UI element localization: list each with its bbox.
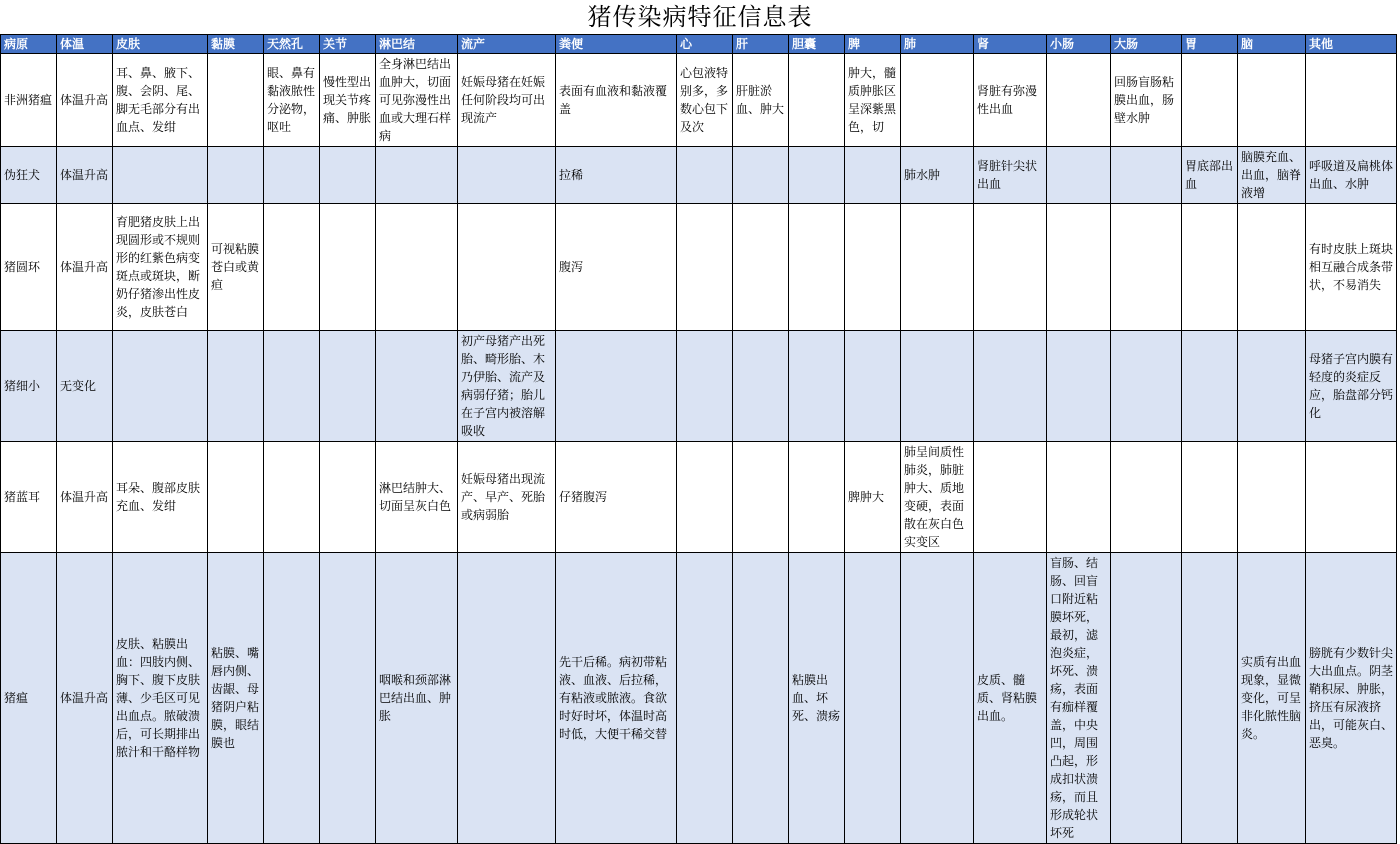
column-header: 关节	[320, 35, 376, 54]
table-cell	[1047, 442, 1111, 553]
table-cell	[113, 331, 208, 442]
column-header: 皮肤	[113, 35, 208, 54]
table-cell	[264, 442, 320, 553]
table-cell: 体温升高	[57, 54, 113, 147]
header-row	[1, 35, 1397, 54]
table-cell: 体温升高	[57, 553, 113, 844]
table-cell: 猪瘟	[1, 553, 57, 844]
table-cell: 实质有出血现象，显微变化，可呈非化脓性脑炎。	[1238, 553, 1306, 844]
table-cell	[1182, 553, 1238, 844]
table-cell: 脾肿大	[845, 442, 901, 553]
table-cell: 先干后稀。病初带粘液、血液、后拉稀，有粘液或脓液。食欲时好时坏，体温时高时低，大便干稀交替	[556, 553, 677, 844]
table-cell: 肾脏针尖状出血	[974, 147, 1047, 204]
table-cell: 可视粘膜苍白或黄疸	[208, 204, 264, 331]
table-cell: 肿大，髓质肿胀区呈深紫黑色，切	[845, 54, 901, 147]
table-cell	[901, 204, 974, 331]
table-cell	[1238, 54, 1306, 147]
table-cell: 肺呈间质性肺炎，肺脏肿大、质地变硬，表面散在灰白色实变区	[901, 442, 974, 553]
column-header: 脾	[845, 35, 901, 54]
table-cell	[677, 147, 733, 204]
column-header: 肺	[901, 35, 974, 54]
table-cell	[733, 442, 789, 553]
table-cell	[1306, 54, 1397, 147]
table-cell	[733, 204, 789, 331]
table-cell	[113, 147, 208, 204]
table-cell	[789, 54, 845, 147]
table-row	[1, 442, 1397, 553]
table-cell: 耳朵、腹部皮肤充血、发绀	[113, 442, 208, 553]
table-cell	[733, 553, 789, 844]
table-cell	[1182, 331, 1238, 442]
table-cell: 耳、鼻、腋下、腹、会阴、尾、脚无毛部分有出血点、发绀	[113, 54, 208, 147]
table-cell: 肝脏淤血、肿大	[733, 54, 789, 147]
table-cell: 非洲猪瘟	[1, 54, 57, 147]
table-cell	[1238, 204, 1306, 331]
table-cell	[208, 442, 264, 553]
table-cell: 有时皮肤上斑块相互融合成条带状，不易消失	[1306, 204, 1397, 331]
table-cell	[376, 204, 458, 331]
table-cell: 全身淋巴结出血肿大，切面可见弥漫性出血或大理石样病	[376, 54, 458, 147]
column-header: 小肠	[1047, 35, 1111, 54]
table-cell	[733, 147, 789, 204]
column-header: 脑	[1238, 35, 1306, 54]
table-cell: 肺水肿	[901, 147, 974, 204]
table-cell	[208, 54, 264, 147]
table-cell: 胃底部出血	[1182, 147, 1238, 204]
column-header: 胃	[1182, 35, 1238, 54]
table-cell: 粘膜、嘴唇内侧、齿龈、母猪阴户粘膜，眼结膜也	[208, 553, 264, 844]
table-cell	[208, 147, 264, 204]
table-cell	[677, 331, 733, 442]
table-cell	[845, 331, 901, 442]
table-cell	[320, 553, 376, 844]
table-cell	[458, 553, 556, 844]
table-cell	[677, 204, 733, 331]
table-cell	[845, 147, 901, 204]
table-cell: 回肠盲肠粘膜出血，肠壁水肿	[1111, 54, 1182, 147]
table-cell: 育肥猪皮肤上出现圆形或不规则形的红紫色病变斑点或斑块，断奶仔猪渗出性皮炎，皮肤苍白	[113, 204, 208, 331]
column-header: 天然孔	[264, 35, 320, 54]
column-header: 心	[677, 35, 733, 54]
table-cell	[733, 331, 789, 442]
table-cell: 拉稀	[556, 147, 677, 204]
table-cell	[376, 147, 458, 204]
table-cell	[264, 147, 320, 204]
column-header: 体温	[57, 35, 113, 54]
table-row	[1, 54, 1397, 147]
table-cell	[845, 204, 901, 331]
table-cell	[789, 331, 845, 442]
column-header: 肝	[733, 35, 789, 54]
table-cell	[320, 204, 376, 331]
table-cell: 母猪子宫内膜有轻度的炎症反应，胎盘部分钙化	[1306, 331, 1397, 442]
table-cell: 腹泻	[556, 204, 677, 331]
table-cell	[376, 331, 458, 442]
table-cell: 初产母猪产出死胎、畸形胎、木乃伊胎、流产及病弱仔猪；胎儿在子宫内被溶解吸收	[458, 331, 556, 442]
table-row	[1, 147, 1397, 204]
table-cell: 猪蓝耳	[1, 442, 57, 553]
table-row	[1, 204, 1397, 331]
table-cell: 伪狂犬	[1, 147, 57, 204]
table-cell	[1182, 442, 1238, 553]
table-cell	[1111, 331, 1182, 442]
table-cell	[1182, 204, 1238, 331]
table-cell	[208, 331, 264, 442]
table-cell	[320, 147, 376, 204]
table-cell	[789, 442, 845, 553]
disease-table	[0, 34, 1397, 844]
table-cell	[1238, 442, 1306, 553]
table-cell	[974, 442, 1047, 553]
column-header: 粪便	[556, 35, 677, 54]
table-cell: 无变化	[57, 331, 113, 442]
table-cell: 体温升高	[57, 147, 113, 204]
table-cell: 粘膜出血、坏死、溃疡	[789, 553, 845, 844]
column-header: 肾	[974, 35, 1047, 54]
table-cell	[789, 204, 845, 331]
table-cell: 皮质、髓质、肾粘膜出血。	[974, 553, 1047, 844]
table-cell: 呼吸道及扁桃体出血、水肿	[1306, 147, 1397, 204]
table-cell	[264, 204, 320, 331]
table-cell	[1111, 147, 1182, 204]
table-cell: 妊娠母猪在妊娠任何阶段均可出现流产	[458, 54, 556, 147]
table-cell	[1306, 442, 1397, 553]
table-cell: 表面有血液和黏液覆盖	[556, 54, 677, 147]
table-cell: 皮肤、粘膜出血：四肢内侧、胸下、腹下皮肤薄、少毛区可见出血点。脓破溃后，可长期排出脓汁和干酪样物	[113, 553, 208, 844]
table-cell: 猪细小	[1, 331, 57, 442]
table-cell: 仔猪腹泻	[556, 442, 677, 553]
table-row	[1, 553, 1397, 844]
table-cell	[901, 54, 974, 147]
column-header: 大肠	[1111, 35, 1182, 54]
column-header: 流产	[458, 35, 556, 54]
table-cell: 脑膜充血、出血，脑脊液增	[1238, 147, 1306, 204]
page-title: 猪传染病特征信息表	[587, 3, 813, 31]
table-cell	[901, 331, 974, 442]
table-cell	[1047, 204, 1111, 331]
table-cell	[1111, 553, 1182, 844]
table-cell	[1111, 204, 1182, 331]
table-cell: 淋巴结肿大、切面呈灰白色	[376, 442, 458, 553]
table-cell: 妊娠母猪出现流产、早产、死胎或病弱胎	[458, 442, 556, 553]
table-cell: 咽喉和颈部淋巴结出血、肿胀	[376, 553, 458, 844]
table-cell	[556, 331, 677, 442]
column-header: 病原	[1, 35, 57, 54]
table-cell	[677, 442, 733, 553]
table-cell	[458, 204, 556, 331]
table-cell: 眼、鼻有黏液脓性分泌物，呕吐	[264, 54, 320, 147]
table-cell	[1182, 54, 1238, 147]
table-cell	[974, 331, 1047, 442]
table-row	[1, 331, 1397, 442]
column-header: 胆囊	[789, 35, 845, 54]
table-cell: 肾脏有弥漫性出血	[974, 54, 1047, 147]
table-cell	[264, 331, 320, 442]
table-cell	[1047, 331, 1111, 442]
table-cell	[1111, 442, 1182, 553]
table-cell: 膀胱有少数针尖大出血点。阴茎鞘积尿、肿胀，挤压有尿液挤出，可能灰白、恶臭。	[1306, 553, 1397, 844]
table-cell	[320, 331, 376, 442]
column-header: 黏膜	[208, 35, 264, 54]
table-cell: 体温升高	[57, 442, 113, 553]
table-cell: 心包液特别多，多数心包下及次	[677, 54, 733, 147]
table-cell	[1047, 54, 1111, 147]
table-cell	[320, 442, 376, 553]
table-cell: 猪圆环	[1, 204, 57, 331]
table-cell	[845, 553, 901, 844]
column-header: 淋巴结	[376, 35, 458, 54]
table-cell	[789, 147, 845, 204]
table-cell	[264, 553, 320, 844]
table-cell: 盲肠、结肠、回盲口附近粘膜坏死，最初，滤泡炎症，坏死、溃疡，表面有痂样覆盖，中央凹，周围凸起，形成扣状溃疡，而且形成轮状坏死	[1047, 553, 1111, 844]
table-cell	[901, 553, 974, 844]
table-cell: 慢性型出现关节疼痛、肿胀	[320, 54, 376, 147]
table-cell: 体温升高	[57, 204, 113, 331]
table-cell	[1238, 331, 1306, 442]
table-cell	[458, 147, 556, 204]
table-cell	[1047, 147, 1111, 204]
column-header: 其他	[1306, 35, 1397, 54]
table-cell	[677, 553, 733, 844]
table-cell	[974, 204, 1047, 331]
